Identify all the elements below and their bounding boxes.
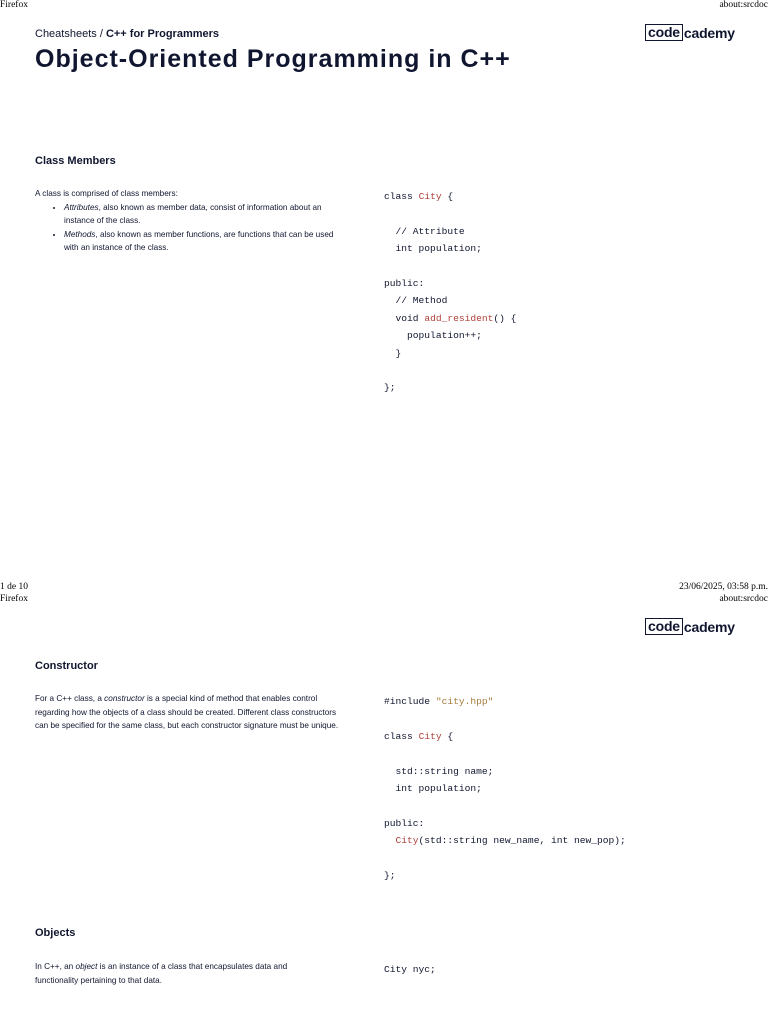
logo-rest-text: cademy [683, 618, 735, 635]
class-members-description [35, 187, 345, 255]
code-line: City nyc; [384, 964, 436, 975]
code-line: }; [384, 382, 396, 394]
code-line: }; [384, 870, 396, 882]
list-item [64, 201, 345, 228]
code-line: population++; [384, 330, 482, 342]
code-line [384, 797, 626, 814]
code-line [384, 205, 516, 222]
print-header-browser: Firefox [0, 0, 28, 10]
print-header-browser: Firefox [0, 594, 28, 604]
class-members-list [35, 201, 345, 255]
code-line [384, 745, 626, 762]
code-line: class City { [384, 191, 454, 202]
breadcrumb-separator: / [96, 28, 106, 40]
logo-rest-text: cademy [683, 24, 735, 41]
term-attributes-desc: , also known as member data, consist of information about an instance of the class. [64, 202, 322, 225]
term-methods-desc: , also known as member functions, are functions that can be used with an instance of the class. [64, 229, 334, 252]
code-block-class-members [384, 188, 516, 397]
code-line: int population; [384, 783, 482, 795]
section-heading-class-members: Class Members [35, 155, 116, 167]
list-item [64, 228, 345, 255]
code-line [384, 362, 516, 379]
section-heading-objects: Objects [35, 927, 76, 939]
code-line: class City { [384, 730, 454, 742]
class-members-intro: A class is comprised of class members: [35, 189, 178, 198]
code-line: // Attribute [384, 225, 465, 237]
code-line: City(std::string new_name, int new_pop); [395, 835, 626, 847]
code-line [384, 850, 626, 867]
code-line: #include "city.hpp" [384, 696, 494, 707]
codecademy-logo[interactable] [645, 24, 735, 41]
term-attributes: Attributes [64, 202, 99, 212]
objects-description [35, 960, 325, 987]
code-line [384, 258, 516, 275]
constructor-description [35, 692, 347, 733]
page-title: Object-Oriented Programming in C++ [35, 45, 511, 73]
constructor-text-end: is a special kind of method that enables control regarding how the objects of a class should be created. Different class constructors can be specified for the same class, but each constructor signature must be unique. [35, 694, 339, 730]
code-line: void add_resident() { [395, 312, 517, 324]
breadcrumb-current[interactable]: C++ for Programmers [105, 28, 220, 40]
logo-boxed-text: code [645, 24, 683, 41]
print-footer-timestamp: 23/06/2025, 03:58 p.m. [679, 582, 768, 592]
constructor-text-start: For a C++ class, a [35, 694, 105, 703]
code-line [384, 710, 626, 727]
print-header-url: about:srcdoc [719, 594, 768, 604]
term-constructor: constructor [104, 694, 145, 703]
breadcrumb [35, 24, 219, 42]
code-line: public: [384, 817, 425, 829]
code-line: // Method [384, 295, 448, 307]
print-footer-page-number: 1 de 10 [0, 582, 28, 592]
code-block-constructor [384, 693, 626, 884]
logo-boxed-text: code [645, 618, 683, 635]
code-line: std::string name; [384, 765, 494, 777]
section-heading-constructor: Constructor [35, 660, 98, 672]
code-line: } [384, 347, 402, 359]
objects-text-start: In C++, an [35, 962, 76, 971]
term-methods: Methods [64, 229, 96, 239]
objects-text-end: is an instance of a class that encapsulates data and functionality pertaining to that data. [35, 962, 288, 985]
term-object: object [75, 962, 98, 971]
breadcrumb-link-cheatsheets[interactable]: Cheatsheets [35, 28, 97, 40]
code-line: int population; [384, 243, 482, 255]
print-header-url: about:srcdoc [719, 0, 768, 10]
codecademy-logo[interactable] [645, 618, 735, 635]
code-block-objects [384, 961, 436, 978]
code-line: public: [384, 278, 425, 290]
